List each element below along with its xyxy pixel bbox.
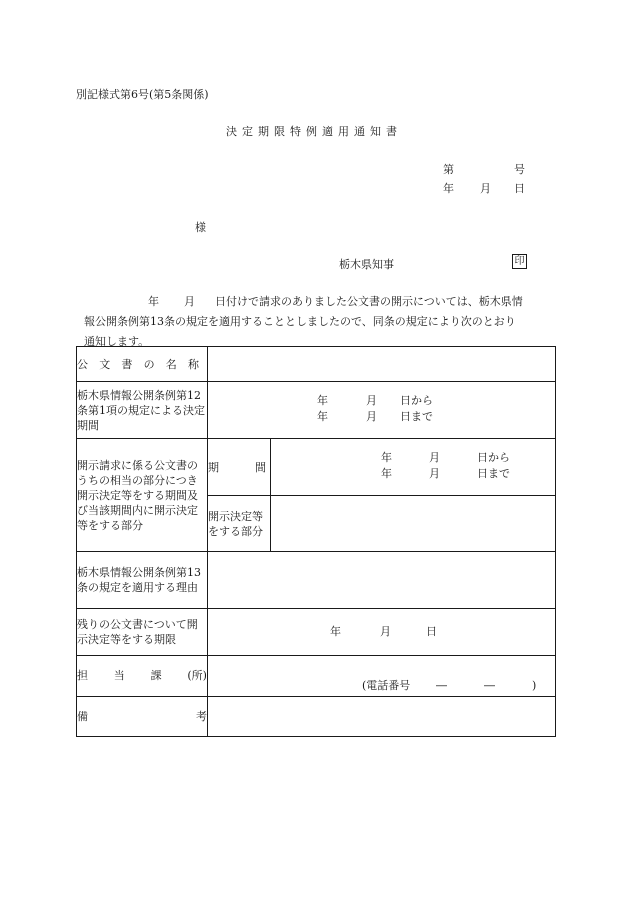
p-from-month: 月 (429, 451, 440, 464)
doc-name-value[interactable] (208, 347, 556, 382)
r-day: 日 (426, 625, 437, 638)
doc-name-label-text: 公 文 書 の 名 称 (77, 357, 199, 371)
decision-period-value[interactable] (208, 382, 556, 439)
p-to-year: 年 (381, 467, 392, 480)
notes-label (77, 697, 208, 737)
part-value[interactable] (271, 496, 556, 552)
form-number: 別記様式第6号(第5条関係) (76, 88, 209, 101)
row-decision-period (77, 382, 556, 439)
p-to-day: 日まで (477, 467, 510, 480)
doc-name-label (77, 347, 208, 382)
body-line-2: 報公開条例第13条の規定を適用することとしましたので、同条の規定により次のとおり (84, 315, 516, 328)
phone-dash-2: ― (484, 679, 495, 692)
body-month: 月 (184, 295, 195, 308)
notes-label-text: 備 考 (77, 710, 207, 723)
body-line-1-rest: 日付けで請求のありました公文書の開示については、栃木県情 (215, 295, 523, 308)
to-month: 月 (366, 410, 377, 423)
partial-label: 開示請求に係る公文書のうちの相当の部分につき開示決定等をする期間及び当該期間内に開示決定等をする部分 (77, 439, 208, 552)
phone-dash-1: ― (436, 679, 447, 692)
row-dept (77, 656, 556, 697)
r-year: 年 (330, 625, 341, 638)
from-day: 日から (400, 394, 433, 407)
body-line-3: 通知します。 (84, 335, 150, 348)
part-label: 開示決定等をする部分 (208, 496, 271, 552)
issue-year: 年 (443, 182, 454, 195)
decision-period-label: 栃木県情報公開条例第12条第1項の規定による決定期間 (77, 382, 208, 439)
seal-mark: 印 (512, 254, 527, 269)
dept-value[interactable] (208, 656, 556, 697)
row-notes (77, 697, 556, 737)
kikan-label-text: 期 間 (208, 460, 266, 474)
reason-label: 栃木県情報公開条例第13条の規定を適用する理由 (77, 552, 208, 609)
row-remaining (77, 609, 556, 656)
body-year: 年 (148, 295, 159, 308)
p-to-month: 月 (429, 467, 440, 480)
notes-value[interactable] (208, 697, 556, 737)
number-suffix: 号 (514, 163, 525, 176)
issue-month: 月 (480, 182, 491, 195)
row-partial-period (77, 439, 556, 496)
row-doc-name (77, 347, 556, 382)
p-from-year: 年 (381, 451, 392, 464)
phone-close: ) (532, 679, 537, 692)
p-from-day: 日から (477, 451, 510, 464)
partial-period-dates (271, 447, 555, 487)
dept-label-text: 担 当 課 (所) (77, 669, 207, 682)
remaining-label: 残りの公文書について開示決定等をする期限 (77, 609, 208, 656)
issuer-name: 栃木県知事 (339, 258, 394, 271)
row-reason (77, 552, 556, 609)
remaining-value[interactable] (208, 609, 556, 656)
issue-day: 日 (514, 182, 525, 195)
decision-period-dates (208, 390, 555, 430)
body-line-1 (84, 292, 559, 312)
dept-label (77, 656, 208, 697)
number-prefix: 第 (443, 163, 454, 176)
from-month: 月 (366, 394, 377, 407)
phone-label: (電話番号 (362, 679, 411, 692)
reason-value[interactable] (208, 552, 556, 609)
body-text (84, 292, 559, 352)
kikan-label (208, 439, 271, 496)
to-day: 日まで (400, 410, 433, 423)
remaining-date (208, 624, 555, 640)
partial-period-value[interactable] (271, 439, 556, 496)
phone-line (208, 678, 555, 696)
to-year: 年 (317, 410, 328, 423)
addressee-honorific: 様 (195, 221, 206, 234)
notice-table (76, 346, 556, 737)
r-month: 月 (380, 625, 391, 638)
document-title: 決定期限特例適用通知書 (226, 125, 402, 138)
from-year: 年 (317, 394, 328, 407)
